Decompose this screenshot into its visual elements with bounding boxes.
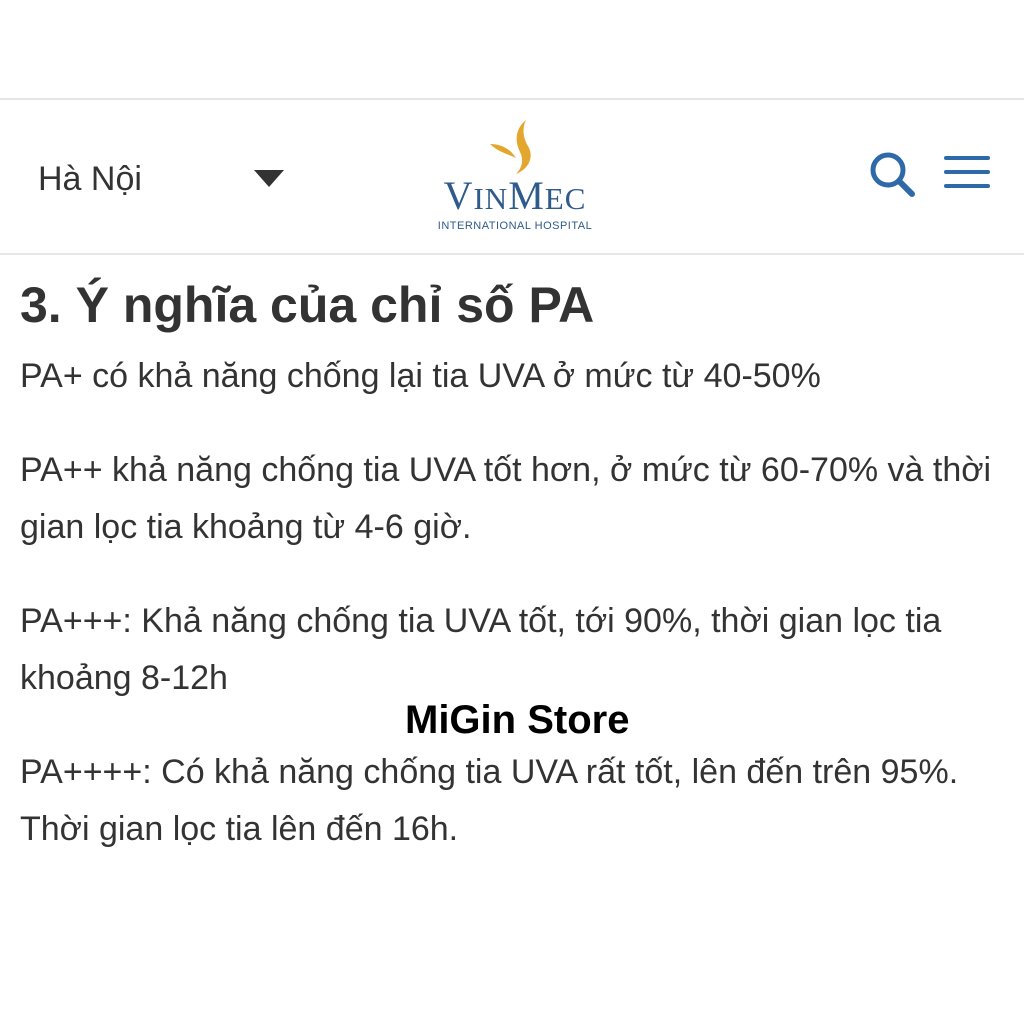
site-header (0, 98, 1024, 255)
paragraph-pa-plus: PA+ có khả năng chống lại tia UVA ở mức từ 40-50% (20, 357, 821, 395)
store-watermark: MiGin Store (405, 698, 630, 742)
chevron-down-icon[interactable] (254, 170, 284, 188)
paragraph-pa-4plus: PA++++: Có khả năng chống tia UVA rất tốt, lên đến trên 95%. Thời gian lọc tia lên đến 16h. (20, 753, 959, 848)
paragraph-pa-3plus: PA+++: Khả năng chống tia UVA tốt, tới 90%, thời gian lọc tia khoảng 8-12h (20, 602, 942, 697)
city-selector-label[interactable]: Hà Nội (38, 160, 142, 198)
vinmec-logo[interactable] (420, 118, 610, 238)
menu-icon[interactable] (944, 156, 990, 192)
logo-wordmark: VINMEC (443, 173, 587, 218)
bird-logo-icon (486, 118, 546, 176)
article-content (20, 262, 1000, 858)
paragraph-pa-2plus: PA++ khả năng chống tia UVA tốt hơn, ở mức từ 60-70% và thời gian lọc tia khoảng từ 4-6 giờ. (20, 451, 992, 546)
logo-subtitle: INTERNATIONAL HOSPITAL (437, 220, 593, 232)
top-blank-bar (0, 0, 1024, 98)
section-heading: 3. Ý nghĩa của chỉ số PA (20, 277, 595, 333)
search-icon[interactable] (868, 150, 916, 198)
